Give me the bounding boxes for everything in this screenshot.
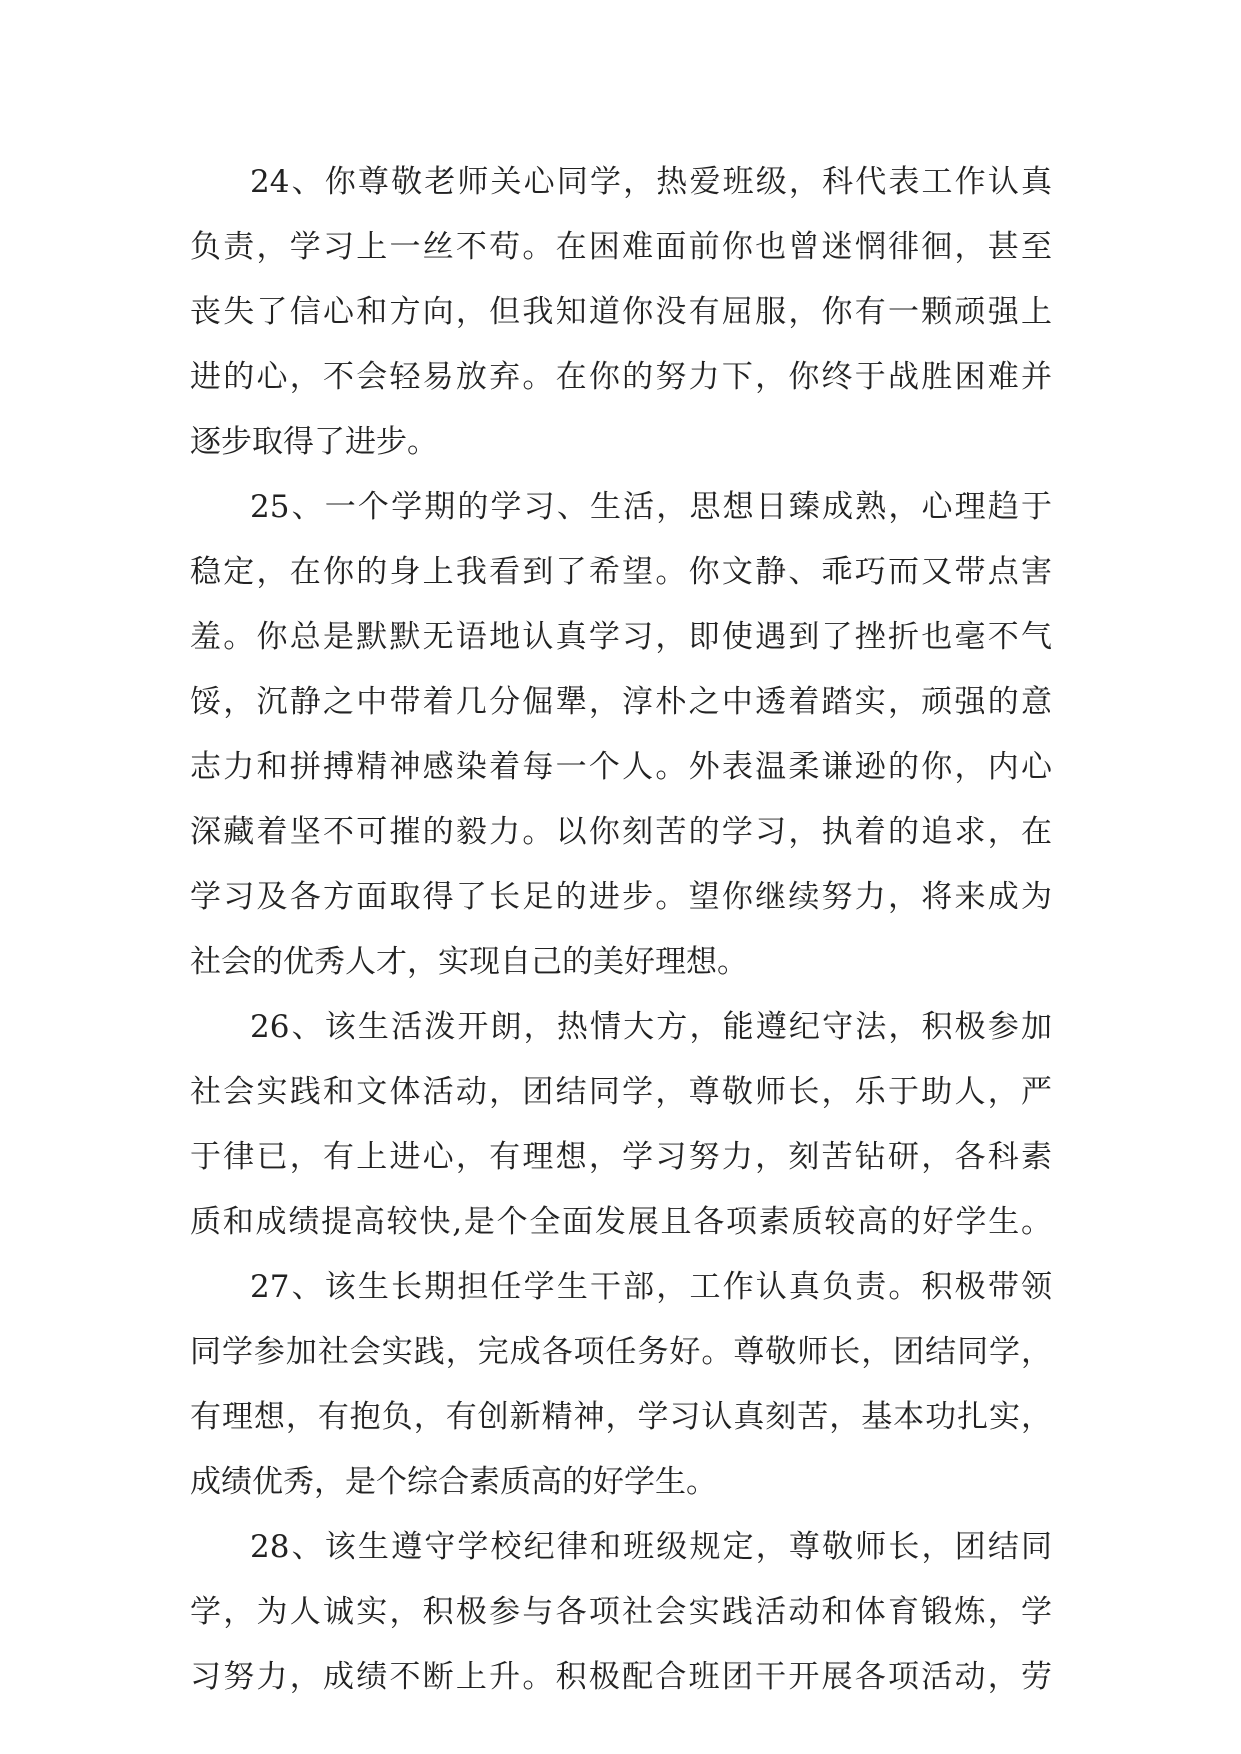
paragraph-27 bbox=[190, 1255, 1052, 1515]
paragraph-24 bbox=[190, 150, 1052, 475]
text-line: 于律已，有上进心，有理想，学习努力，刻苦钻研，各科素 bbox=[190, 1139, 1052, 1175]
text-line: 学习及各方面取得了长足的进步。望你继续努力，将来成为 bbox=[190, 879, 1052, 915]
paragraph-26 bbox=[190, 995, 1052, 1255]
document-body bbox=[190, 150, 1052, 1710]
text-line: 逐步取得了进步。 bbox=[190, 424, 438, 460]
text-line: 学，为人诚实，积极参与各项社会实践活动和体育锻炼，学 bbox=[190, 1594, 1052, 1630]
text-line: 有理想，有抱负，有创新精神，学习认真刻苦，基本功扎实， bbox=[190, 1399, 1052, 1435]
text-line: 馁，沉静之中带着几分倔犟，淳朴之中透着踏实，顽强的意 bbox=[190, 684, 1052, 720]
text-line: 同学参加社会实践，完成各项任务好。尊敬师长，团结同学， bbox=[190, 1334, 1052, 1370]
text-line: 社会的优秀人才，实现自己的美好理想。 bbox=[190, 944, 748, 980]
text-line: 社会实践和文体活动，团结同学，尊敬师长，乐于助人，严 bbox=[190, 1074, 1052, 1110]
text-line: 习努力，成绩不断上升。积极配合班团干开展各项活动，劳 bbox=[190, 1659, 1052, 1695]
text-line: 丧失了信心和方向，但我知道你没有屈服，你有一颗顽强上 bbox=[190, 294, 1052, 330]
text-line: 志力和拼搏精神感染着每一个人。外表温柔谦逊的你，内心 bbox=[190, 749, 1052, 785]
text-line: 质和成绩提高较快,是个全面发展且各项素质较高的好学生。 bbox=[190, 1204, 1052, 1240]
text-line: 26、该生活泼开朗，热情大方，能遵纪守法，积极参加 bbox=[250, 1009, 1052, 1045]
text-line: 28、该生遵守学校纪律和班级规定，尊敬师长，团结同 bbox=[250, 1529, 1052, 1565]
text-line: 负责，学习上一丝不苟。在困难面前你也曾迷惘徘徊，甚至 bbox=[190, 229, 1052, 265]
text-line: 羞。你总是默默无语地认真学习，即使遇到了挫折也毫不气 bbox=[190, 619, 1052, 655]
text-line: 27、该生长期担任学生干部，工作认真负责。积极带领 bbox=[250, 1269, 1052, 1305]
text-line: 进的心，不会轻易放弃。在你的努力下，你终于战胜困难并 bbox=[190, 359, 1052, 395]
paragraph-25 bbox=[190, 475, 1052, 995]
text-line: 25、一个学期的学习、生活，思想日臻成熟，心理趋于 bbox=[250, 489, 1052, 525]
text-line: 24、你尊敬老师关心同学，热爱班级，科代表工作认真 bbox=[250, 164, 1052, 200]
text-line: 稳定，在你的身上我看到了希望。你文静、乖巧而又带点害 bbox=[190, 554, 1052, 590]
paragraph-28 bbox=[190, 1515, 1052, 1710]
text-line: 深藏着坚不可摧的毅力。以你刻苦的学习，执着的追求，在 bbox=[190, 814, 1052, 850]
text-line: 成绩优秀，是个综合素质高的好学生。 bbox=[190, 1464, 717, 1500]
